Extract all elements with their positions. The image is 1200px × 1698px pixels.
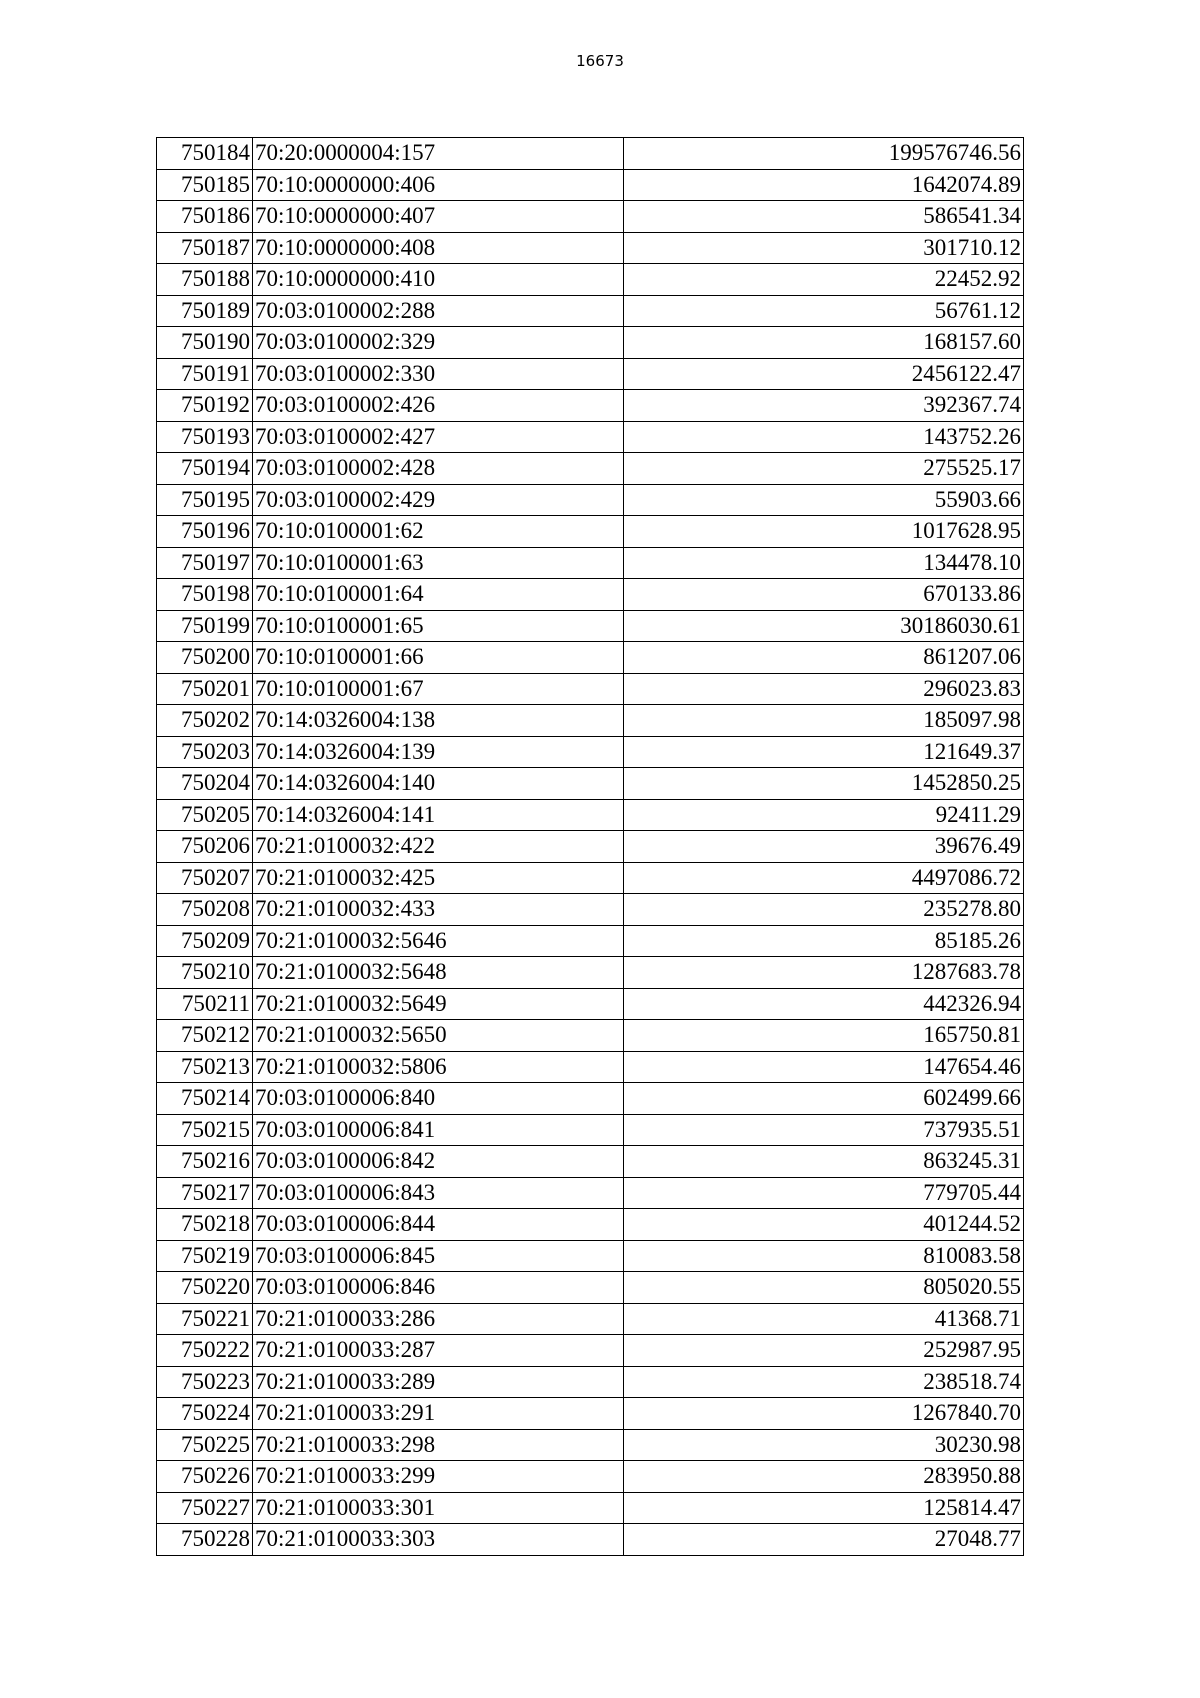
value-cell: 199576746.56 xyxy=(624,138,1024,170)
value-cell: 121649.37 xyxy=(624,736,1024,768)
cadastral-number-cell: 70:14:0326004:139 xyxy=(253,736,624,768)
table-row xyxy=(157,579,1024,611)
cadastral-number-cell: 70:10:0000000:407 xyxy=(253,201,624,233)
value-cell: 85185.26 xyxy=(624,925,1024,957)
value-cell: 4497086.72 xyxy=(624,862,1024,894)
cadastral-number-cell: 70:03:0100002:329 xyxy=(253,327,624,359)
value-cell: 301710.12 xyxy=(624,232,1024,264)
row-id-cell: 750217 xyxy=(157,1177,253,1209)
table-row xyxy=(157,358,1024,390)
value-cell: 392367.74 xyxy=(624,390,1024,422)
value-cell: 1287683.78 xyxy=(624,957,1024,989)
table-row xyxy=(157,1366,1024,1398)
table-row xyxy=(157,421,1024,453)
row-id-cell: 750225 xyxy=(157,1429,253,1461)
cadastral-number-cell: 70:03:0100002:426 xyxy=(253,390,624,422)
row-id-cell: 750201 xyxy=(157,673,253,705)
cadastral-number-cell: 70:10:0100001:65 xyxy=(253,610,624,642)
row-id-cell: 750203 xyxy=(157,736,253,768)
data-table xyxy=(156,137,1024,1556)
row-id-cell: 750204 xyxy=(157,768,253,800)
value-cell: 1452850.25 xyxy=(624,768,1024,800)
value-cell: 586541.34 xyxy=(624,201,1024,233)
cadastral-number-cell: 70:21:0100033:287 xyxy=(253,1335,624,1367)
row-id-cell: 750215 xyxy=(157,1114,253,1146)
cadastral-number-cell: 70:10:0100001:64 xyxy=(253,579,624,611)
row-id-cell: 750186 xyxy=(157,201,253,233)
cadastral-number-cell: 70:10:0000000:408 xyxy=(253,232,624,264)
row-id-cell: 750228 xyxy=(157,1524,253,1556)
cadastral-number-cell: 70:21:0100033:289 xyxy=(253,1366,624,1398)
table-row xyxy=(157,169,1024,201)
cadastral-number-cell: 70:03:0100002:428 xyxy=(253,453,624,485)
cadastral-number-cell: 70:21:0100032:5646 xyxy=(253,925,624,957)
cadastral-number-cell: 70:03:0100002:427 xyxy=(253,421,624,453)
table-row xyxy=(157,736,1024,768)
table-row xyxy=(157,610,1024,642)
value-cell: 55903.66 xyxy=(624,484,1024,516)
row-id-cell: 750221 xyxy=(157,1303,253,1335)
row-id-cell: 750218 xyxy=(157,1209,253,1241)
table-row xyxy=(157,831,1024,863)
cadastral-number-cell: 70:21:0100033:299 xyxy=(253,1461,624,1493)
table-row xyxy=(157,327,1024,359)
value-cell: 165750.81 xyxy=(624,1020,1024,1052)
row-id-cell: 750193 xyxy=(157,421,253,453)
row-id-cell: 750227 xyxy=(157,1492,253,1524)
value-cell: 39676.49 xyxy=(624,831,1024,863)
cadastral-number-cell: 70:03:0100006:844 xyxy=(253,1209,624,1241)
row-id-cell: 750184 xyxy=(157,138,253,170)
value-cell: 30230.98 xyxy=(624,1429,1024,1461)
value-cell: 41368.71 xyxy=(624,1303,1024,1335)
table-row xyxy=(157,201,1024,233)
table-row xyxy=(157,547,1024,579)
cadastral-number-cell: 70:10:0000000:410 xyxy=(253,264,624,296)
value-cell: 238518.74 xyxy=(624,1366,1024,1398)
row-id-cell: 750208 xyxy=(157,894,253,926)
value-cell: 779705.44 xyxy=(624,1177,1024,1209)
value-cell: 863245.31 xyxy=(624,1146,1024,1178)
row-id-cell: 750191 xyxy=(157,358,253,390)
table-row xyxy=(157,799,1024,831)
table-row xyxy=(157,1398,1024,1430)
value-cell: 125814.47 xyxy=(624,1492,1024,1524)
table-row xyxy=(157,1020,1024,1052)
row-id-cell: 750198 xyxy=(157,579,253,611)
row-id-cell: 750212 xyxy=(157,1020,253,1052)
value-cell: 670133.86 xyxy=(624,579,1024,611)
table-row xyxy=(157,295,1024,327)
cadastral-number-cell: 70:03:0100002:288 xyxy=(253,295,624,327)
table-row xyxy=(157,1492,1024,1524)
row-id-cell: 750200 xyxy=(157,642,253,674)
table-row xyxy=(157,1524,1024,1556)
table-row xyxy=(157,453,1024,485)
table-body xyxy=(157,138,1024,1556)
cadastral-number-cell: 70:03:0100006:840 xyxy=(253,1083,624,1115)
value-cell: 252987.95 xyxy=(624,1335,1024,1367)
row-id-cell: 750196 xyxy=(157,516,253,548)
row-id-cell: 750222 xyxy=(157,1335,253,1367)
cadastral-number-cell: 70:21:0100032:5650 xyxy=(253,1020,624,1052)
row-id-cell: 750192 xyxy=(157,390,253,422)
table-row xyxy=(157,957,1024,989)
cadastral-number-cell: 70:21:0100032:5648 xyxy=(253,957,624,989)
value-cell: 27048.77 xyxy=(624,1524,1024,1556)
cadastral-number-cell: 70:03:0100006:841 xyxy=(253,1114,624,1146)
row-id-cell: 750223 xyxy=(157,1366,253,1398)
value-cell: 296023.83 xyxy=(624,673,1024,705)
table-row xyxy=(157,925,1024,957)
cadastral-number-cell: 70:21:0100033:301 xyxy=(253,1492,624,1524)
table-row xyxy=(157,1051,1024,1083)
value-cell: 401244.52 xyxy=(624,1209,1024,1241)
row-id-cell: 750205 xyxy=(157,799,253,831)
row-id-cell: 750211 xyxy=(157,988,253,1020)
table-row xyxy=(157,1335,1024,1367)
value-cell: 56761.12 xyxy=(624,295,1024,327)
row-id-cell: 750195 xyxy=(157,484,253,516)
table-row xyxy=(157,264,1024,296)
cadastral-number-cell: 70:21:0100032:433 xyxy=(253,894,624,926)
table-row xyxy=(157,1209,1024,1241)
value-cell: 810083.58 xyxy=(624,1240,1024,1272)
value-cell: 30186030.61 xyxy=(624,610,1024,642)
row-id-cell: 750214 xyxy=(157,1083,253,1115)
row-id-cell: 750188 xyxy=(157,264,253,296)
value-cell: 805020.55 xyxy=(624,1272,1024,1304)
table-row xyxy=(157,673,1024,705)
cadastral-number-cell: 70:21:0100033:286 xyxy=(253,1303,624,1335)
value-cell: 185097.98 xyxy=(624,705,1024,737)
row-id-cell: 750185 xyxy=(157,169,253,201)
table-row xyxy=(157,768,1024,800)
cadastral-number-cell: 70:03:0100002:429 xyxy=(253,484,624,516)
cadastral-number-cell: 70:10:0100001:67 xyxy=(253,673,624,705)
cadastral-number-cell: 70:10:0100001:62 xyxy=(253,516,624,548)
row-id-cell: 750207 xyxy=(157,862,253,894)
value-cell: 22452.92 xyxy=(624,264,1024,296)
table-row xyxy=(157,1272,1024,1304)
row-id-cell: 750190 xyxy=(157,327,253,359)
table-row xyxy=(157,642,1024,674)
cadastral-number-cell: 70:10:0100001:66 xyxy=(253,642,624,674)
value-cell: 1017628.95 xyxy=(624,516,1024,548)
value-cell: 602499.66 xyxy=(624,1083,1024,1115)
row-id-cell: 750209 xyxy=(157,925,253,957)
value-cell: 92411.29 xyxy=(624,799,1024,831)
table-row xyxy=(157,1177,1024,1209)
row-id-cell: 750189 xyxy=(157,295,253,327)
row-id-cell: 750194 xyxy=(157,453,253,485)
row-id-cell: 750216 xyxy=(157,1146,253,1178)
cadastral-number-cell: 70:14:0326004:138 xyxy=(253,705,624,737)
value-cell: 147654.46 xyxy=(624,1051,1024,1083)
row-id-cell: 750213 xyxy=(157,1051,253,1083)
value-cell: 235278.80 xyxy=(624,894,1024,926)
cadastral-number-cell: 70:10:0100001:63 xyxy=(253,547,624,579)
cadastral-number-cell: 70:20:0000004:157 xyxy=(253,138,624,170)
row-id-cell: 750226 xyxy=(157,1461,253,1493)
row-id-cell: 750187 xyxy=(157,232,253,264)
table-row xyxy=(157,988,1024,1020)
table-row xyxy=(157,894,1024,926)
cadastral-number-cell: 70:03:0100006:846 xyxy=(253,1272,624,1304)
table-row xyxy=(157,1303,1024,1335)
table-row xyxy=(157,1429,1024,1461)
cadastral-number-cell: 70:21:0100032:5649 xyxy=(253,988,624,1020)
table-row xyxy=(157,1461,1024,1493)
value-cell: 861207.06 xyxy=(624,642,1024,674)
cadastral-number-cell: 70:21:0100032:425 xyxy=(253,862,624,894)
cadastral-number-cell: 70:21:0100033:298 xyxy=(253,1429,624,1461)
value-cell: 275525.17 xyxy=(624,453,1024,485)
row-id-cell: 750199 xyxy=(157,610,253,642)
value-cell: 1642074.89 xyxy=(624,169,1024,201)
cadastral-number-cell: 70:21:0100033:291 xyxy=(253,1398,624,1430)
row-id-cell: 750197 xyxy=(157,547,253,579)
cadastral-number-cell: 70:14:0326004:141 xyxy=(253,799,624,831)
value-cell: 134478.10 xyxy=(624,547,1024,579)
cadastral-number-cell: 70:03:0100006:843 xyxy=(253,1177,624,1209)
table-row xyxy=(157,1114,1024,1146)
value-cell: 2456122.47 xyxy=(624,358,1024,390)
table-row xyxy=(157,1146,1024,1178)
row-id-cell: 750219 xyxy=(157,1240,253,1272)
row-id-cell: 750220 xyxy=(157,1272,253,1304)
value-cell: 168157.60 xyxy=(624,327,1024,359)
table-row xyxy=(157,390,1024,422)
cadastral-number-cell: 70:10:0000000:406 xyxy=(253,169,624,201)
row-id-cell: 750202 xyxy=(157,705,253,737)
cadastral-number-cell: 70:21:0100033:303 xyxy=(253,1524,624,1556)
value-cell: 442326.94 xyxy=(624,988,1024,1020)
table-row xyxy=(157,484,1024,516)
cadastral-number-cell: 70:03:0100006:842 xyxy=(253,1146,624,1178)
cadastral-number-cell: 70:21:0100032:422 xyxy=(253,831,624,863)
cadastral-number-cell: 70:21:0100032:5806 xyxy=(253,1051,624,1083)
table-row xyxy=(157,705,1024,737)
value-cell: 143752.26 xyxy=(624,421,1024,453)
cadastral-number-cell: 70:03:0100006:845 xyxy=(253,1240,624,1272)
cadastral-number-cell: 70:03:0100002:330 xyxy=(253,358,624,390)
table-row xyxy=(157,516,1024,548)
table-row xyxy=(157,232,1024,264)
table-row xyxy=(157,1083,1024,1115)
cadastral-number-cell: 70:14:0326004:140 xyxy=(253,768,624,800)
value-cell: 1267840.70 xyxy=(624,1398,1024,1430)
row-id-cell: 750206 xyxy=(157,831,253,863)
value-cell: 737935.51 xyxy=(624,1114,1024,1146)
table-row xyxy=(157,138,1024,170)
value-cell: 283950.88 xyxy=(624,1461,1024,1493)
row-id-cell: 750210 xyxy=(157,957,253,989)
table-row xyxy=(157,1240,1024,1272)
table-row xyxy=(157,862,1024,894)
row-id-cell: 750224 xyxy=(157,1398,253,1430)
page-number: 16673 xyxy=(576,52,624,70)
